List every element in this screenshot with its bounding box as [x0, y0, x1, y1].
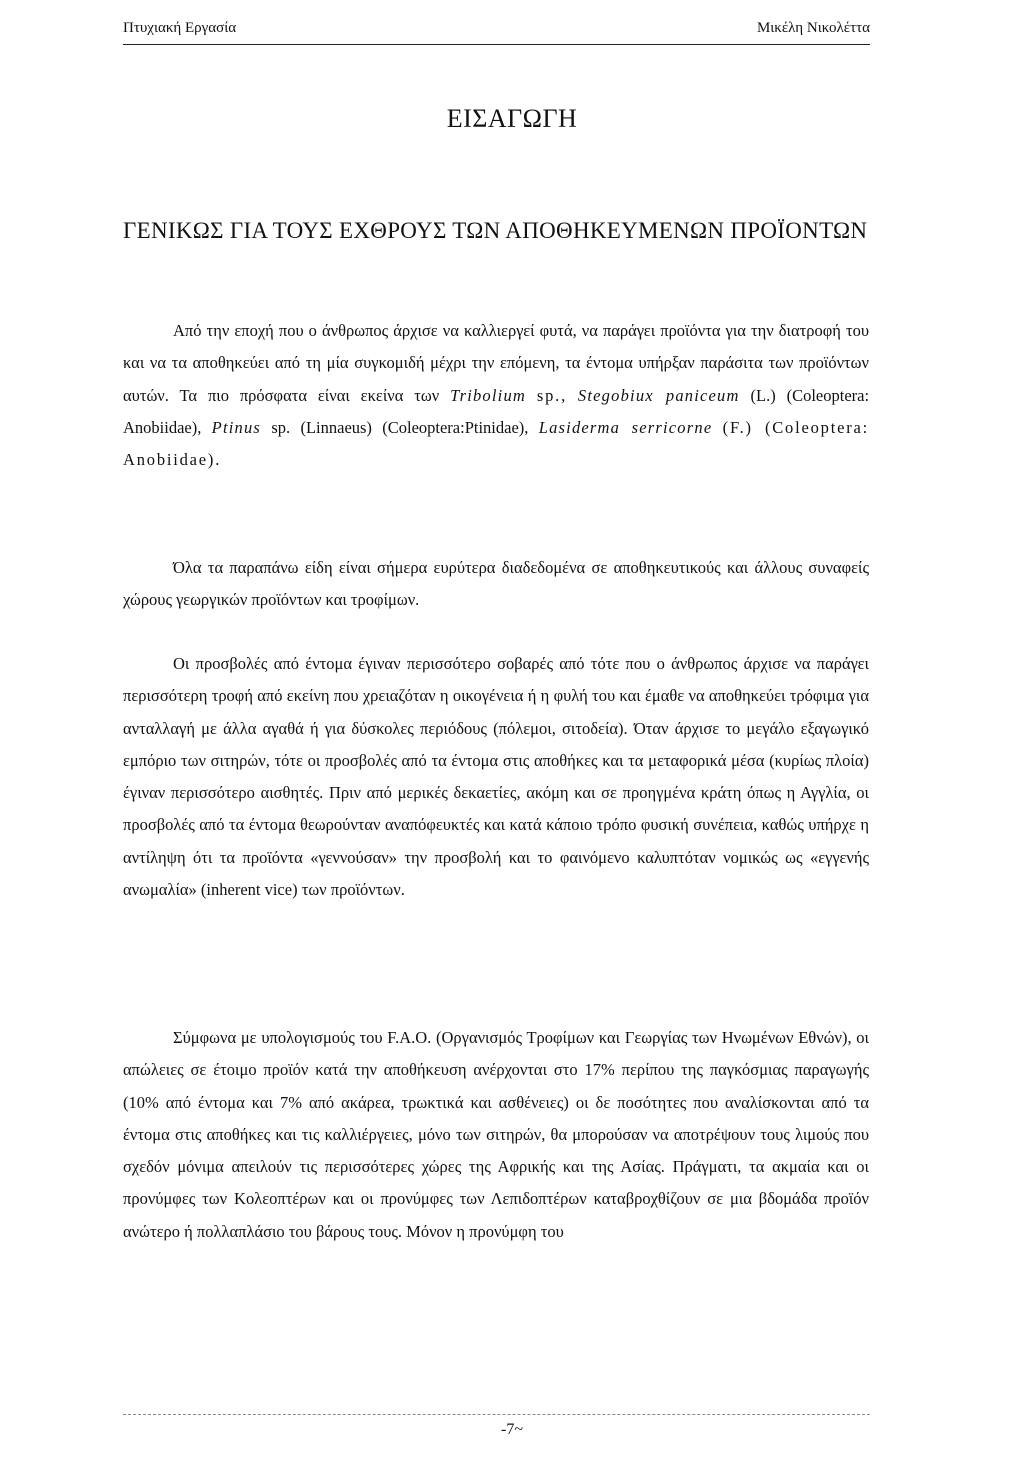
- species-tribolium: Tribolium: [450, 385, 527, 405]
- paragraph-1: [123, 315, 869, 476]
- page-number: -7~: [501, 1421, 523, 1438]
- species-stegobium: Stegobiux paniceum: [577, 385, 740, 405]
- section-title: ΓΕΝΙΚΩΣ ΓΙΑ ΤΟΥΣ ΕΧΘΡΟΥΣ ΤΩΝ ΑΠΟΘΗΚΕΥΜΕΝΩΝ ΠΡΟΪΟΝΤΩΝ: [123, 218, 868, 243]
- p1-text-4: (F.) (Coleoptera: Anobiidae).: [123, 417, 870, 470]
- header-left-title: Πτυχιακή Εργασία: [123, 20, 237, 36]
- p1-text-2: (L.) (Coleoptera: Anobiidae),: [123, 385, 870, 437]
- header-author: Μικέλη Νικολέττα: [756, 20, 870, 36]
- running-header: [123, 14, 870, 45]
- chapter-title: ΕΙΣΑΓΩΓΗ: [446, 104, 578, 133]
- species-ptinus: Ptinus: [211, 417, 262, 437]
- species-lasiderma: Lasiderma serricorne: [538, 417, 713, 437]
- p1-intro: Από την εποχή που ο άνθρωπος άρχισε να καλλιεργεί φυτά, να παράγει προϊόντα για την διατροφή του και να τα αποθηκεύει από τη μία συγκομιδή μέχρι την επόμενη, τα έντομα υπήρξαν παράσιτα των προϊόντων αυτών. Τα πιο πρόσφατα είναι εκείνα των: [123, 321, 869, 405]
- p1-text-1: sp.,: [536, 385, 568, 405]
- p1-text-3: sp. (Linnaeus) (Coleoptera:Ptinidae),: [271, 417, 529, 437]
- paragraph-3: Οι προσβολές από έντομα έγιναν περισσότερο σοβαρές από τότε που ο άνθρωπος άρχισε να παράγει περισσότερη τροφή από εκείνη που χρειαζόταν η οικογένεια ή η φυλή του και έμαθε να αποθηκεύει τρόφιμα για ανταλλαγή με άλλα αγαθά ή για δύσκολες περιόδους (πόλεμοι, σιτοδεία). Όταν άρχισε το μεγάλο εξαγωγικό εμπόριο των σιτηρών, τότε οι προσβολές από τα έντομα στις αποθήκες και τα μεταφορικά μέσα (κυρίως πλοία) έγιναν περισσότερο αισθητές. Πριν από μερικές δεκαετίες, ακόμη και σε προηγμένα κράτη όπως η Αγγλία, οι προσβολές από τα έντομα θεωρούνταν αναπόφευκτές και κατά κάποιο τρόπο φυσική συνέπεια, καθώς υπήρχε η αντίληψη ότι τα προϊόντα «γεννούσαν» την προσβολή και το φαινόμενο καλυπτόταν νομικώς ως «εγγενής ανωμαλία» (inherent vice) των προϊόντων.: [123, 654, 869, 900]
- paragraph-2: Όλα τα παραπάνω είδη είναι σήμερα ευρύτερα διαδεδομένα σε αποθηκευτικούς και άλλους συναφείς χώρους γεωργικών προϊόντων και τροφίμων.: [123, 558, 869, 610]
- paragraph-4: Σύμφωνα με υπολογισμούς του F.A.O. (Οργανισμός Τροφίμων και Γεωργίας των Ηνωμένων Εθνών), οι απώλειες σε έτοιμο προϊόν κατά την αποθήκευση ανέρχονται στο 17% περίπου της παγκόσμιας παραγωγής (10% από έντομα και 7% από ακάρεα, τρωκτικά και ασθένειες) οι δε ποσότητες που αναλίσκονται από τα έντομα στις αποθήκες και τις καλλιέργειες, μόνο των σιτηρών, θα μπορούσαν να αποτρέψουν τους λιμούς που σχεδόν μόνιμα απειλούν τις περισσότερες χώρες της Αφρικής και της Ασίας. Πράγματι, τα ακμαία και οι προνύμφες των Κολεοπτέρων και οι προνύμφες των Λεπιδοπτέρων καταβροχθίζουν σε μια βδομάδα προϊόν ανώτερο ή πολλαπλάσιο του βάρους τους. Μόνον η προνύμφη του: [123, 1028, 869, 1241]
- footer-rule: [123, 1414, 870, 1415]
